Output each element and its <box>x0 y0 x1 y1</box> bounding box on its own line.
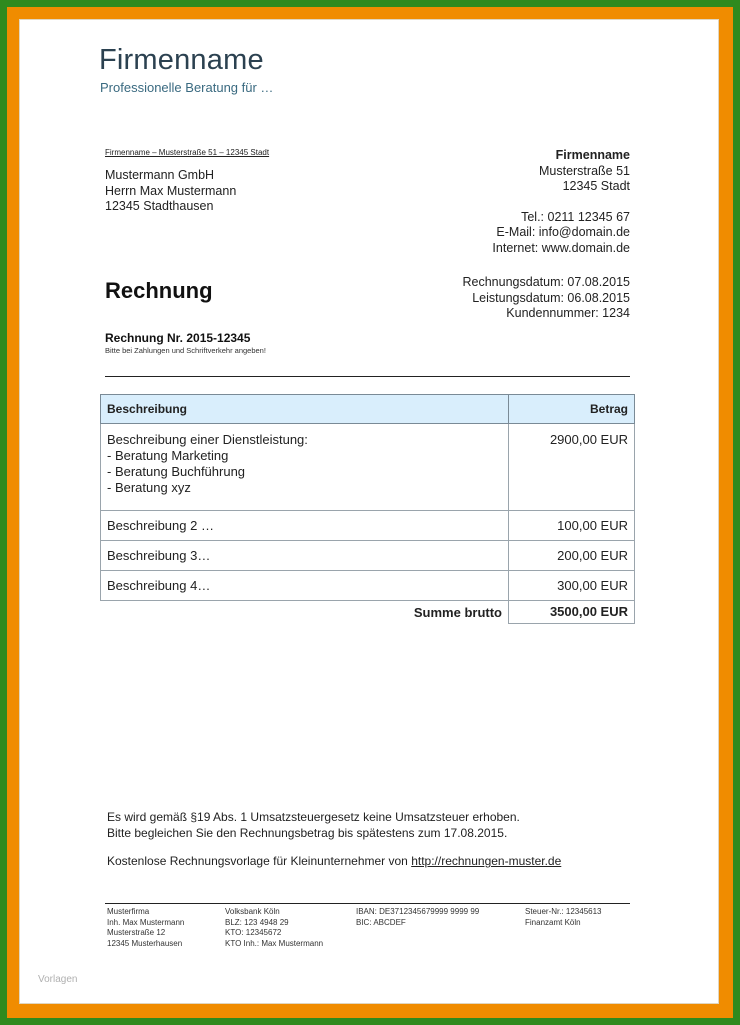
row-amount: 300,00 EUR <box>509 571 635 601</box>
row-description <box>101 424 509 511</box>
template-note <box>107 854 561 868</box>
description-line: - Beratung xyz <box>107 480 191 495</box>
company-email: E-Mail: info@domain.de <box>496 225 630 239</box>
company-phone: Tel.: 0211 12345 67 <box>521 209 630 224</box>
customer-number: Kundennummer: 1234 <box>506 306 630 320</box>
row-amount: 200,00 EUR <box>509 541 635 571</box>
company-internet: Internet: www.domain.de <box>492 240 630 255</box>
description-line: - Beratung Buchführung <box>107 464 246 479</box>
table-row <box>101 424 635 511</box>
total-label: Summe brutto <box>413 604 502 620</box>
total-value: 3500,00 EUR <box>509 601 635 624</box>
recipient-address <box>105 168 236 215</box>
letterhead-tagline: Professionelle Beratung für … <box>100 80 274 95</box>
table-row <box>101 571 635 601</box>
sender-return-line: Firmenname – Musterstraße 51 – 12345 Stadt <box>105 148 270 157</box>
footer-line: KTO Inh.: Max Mustermann <box>225 938 324 948</box>
divider-line <box>105 376 630 377</box>
template-note-text: Kostenlose Rechnungsvorlage für Kleinunternehmer von <box>107 854 412 868</box>
service-date: Leistungsdatum: 06.08.2015 <box>472 290 630 305</box>
company-contact-block <box>492 148 630 256</box>
invoice-number: Rechnung Nr. 2015-12345 <box>105 331 251 345</box>
footer-line: IBAN: DE3712345679999 9999 99 <box>356 907 480 916</box>
row-amount: 100,00 EUR <box>509 511 635 541</box>
letterhead-company-name: Firmenname <box>99 44 264 76</box>
row-description: Beschreibung 4… <box>101 571 509 601</box>
company-name: Firmenname <box>555 148 630 162</box>
footer-iban-column <box>356 907 479 928</box>
row-description: Beschreibung 2 … <box>101 511 509 541</box>
footer-line: KTO: 12345672 <box>225 928 282 937</box>
footer-line: BLZ: 123 4948 29 <box>225 917 289 927</box>
table-header-row <box>101 395 635 424</box>
footer-line: Finanzamt Köln <box>525 917 581 927</box>
invoice-items-table <box>100 394 635 624</box>
footer-bank-column <box>225 907 323 949</box>
table-row <box>101 511 635 541</box>
description-line: - Beratung Marketing <box>107 448 229 463</box>
watermark: Vorlagen <box>38 974 78 985</box>
recipient-city: 12345 Stadthausen <box>105 199 214 213</box>
invoice-page <box>20 20 718 1003</box>
footer-line: BIC: ABCDEF <box>356 917 406 927</box>
tax-notes <box>107 810 520 841</box>
row-description: Beschreibung 3… <box>101 541 509 571</box>
header-amount: Betrag <box>509 395 635 424</box>
description-line: Beschreibung einer Dienstleistung: <box>107 432 308 447</box>
company-city: 12345 Stadt <box>562 179 630 193</box>
footer-line: Volksbank Köln <box>225 907 280 916</box>
recipient-person: Herrn Max Mustermann <box>105 183 237 198</box>
footer-company-column <box>107 907 184 949</box>
footer-line: Steuer-Nr.: 12345613 <box>525 907 602 916</box>
row-amount: 2900,00 EUR <box>509 424 635 511</box>
footer-line: Musterfirma <box>107 907 150 916</box>
header-description: Beschreibung <box>101 395 509 424</box>
invoice-hint: Bitte bei Zahlungen und Schriftverkehr angeben! <box>105 346 266 355</box>
total-row <box>101 601 635 624</box>
invoice-date: Rechnungsdatum: 07.08.2015 <box>462 275 630 289</box>
invoice-dates <box>463 275 631 322</box>
table-row <box>101 541 635 571</box>
footer-line: 12345 Musterhausen <box>107 938 183 948</box>
footer-line: Inh. Max Mustermann <box>107 917 185 927</box>
tax-note-line: Es wird gemäß §19 Abs. 1 Umsatzsteuergesetz keine Umsatzsteuer erhoben. <box>107 810 520 824</box>
recipient-company: Mustermann GmbH <box>105 168 215 182</box>
template-link[interactable]: http://rechnungen-muster.de <box>411 854 562 868</box>
footer-tax-column <box>525 907 602 928</box>
payment-note-line: Bitte begleichen Sie den Rechnungsbetrag bis spätestens zum 17.08.2015. <box>107 825 508 840</box>
document-title: Rechnung <box>105 278 213 303</box>
footer-divider <box>105 903 630 904</box>
footer-line: Musterstraße 12 <box>107 928 166 937</box>
company-street: Musterstraße 51 <box>538 163 630 178</box>
